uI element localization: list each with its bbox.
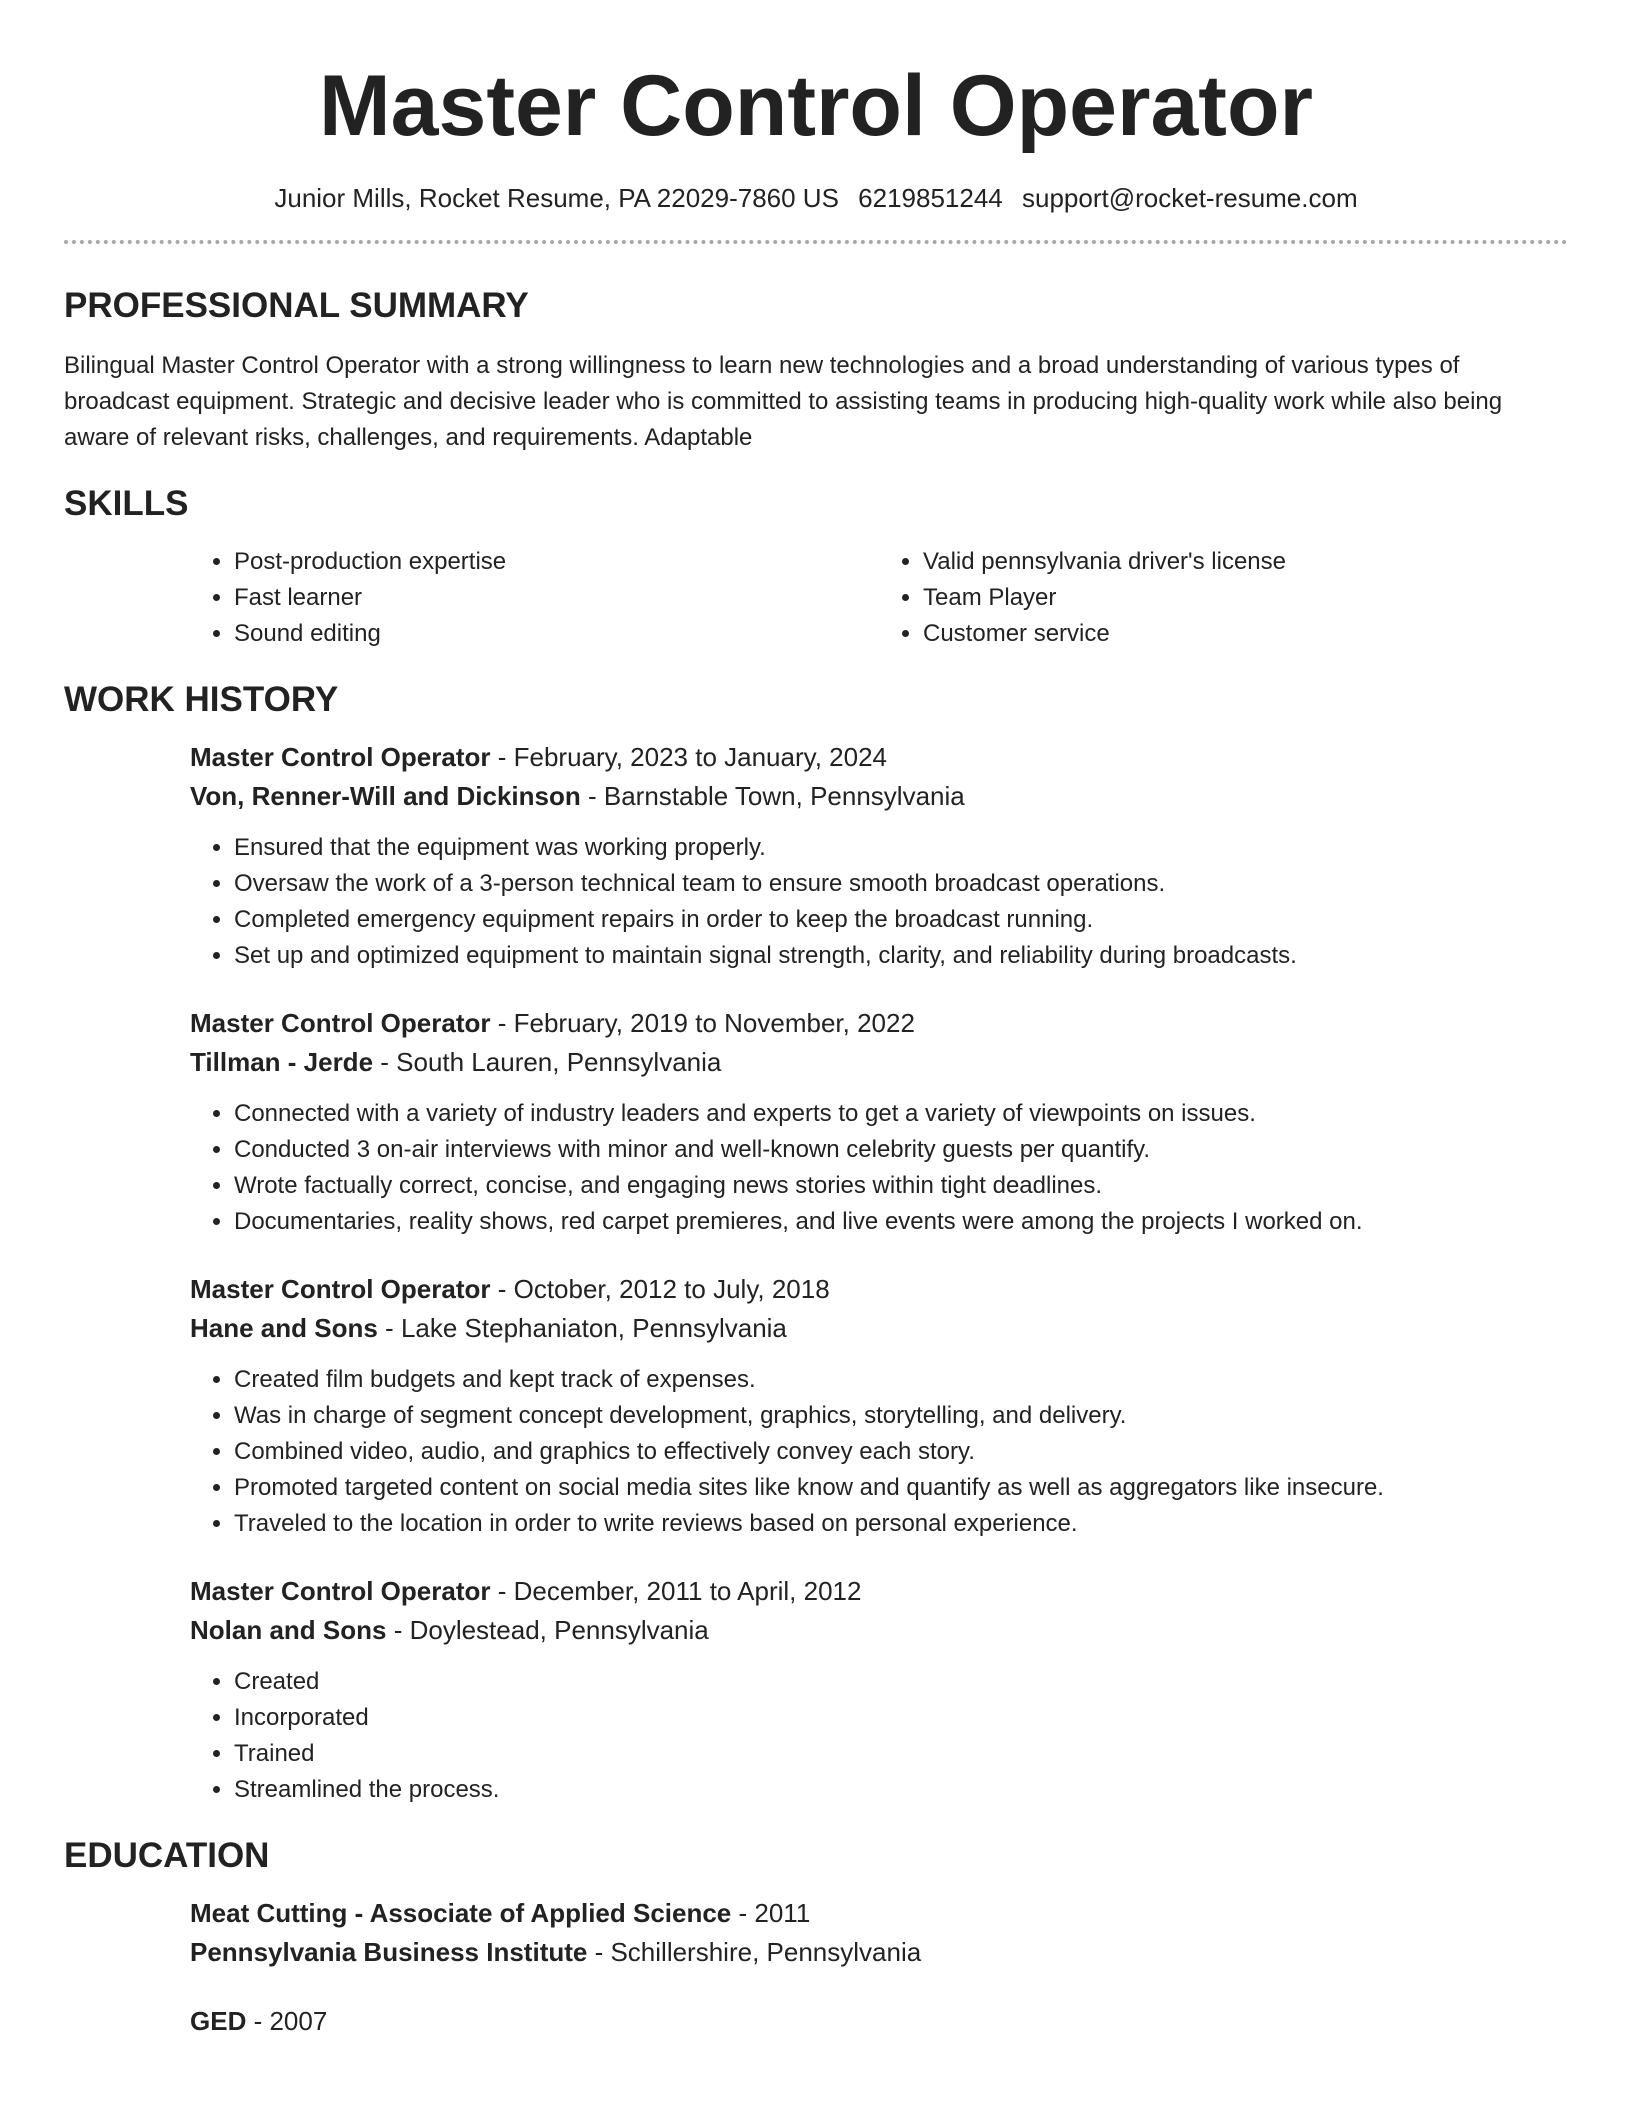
skills-list <box>190 544 1568 652</box>
job-bullet: • Streamlined the process. <box>234 1772 1568 1808</box>
job-role: Master Control Operator <box>190 1576 491 1606</box>
education-entry <box>190 1894 1568 1972</box>
job-bullet: • Created <box>234 1664 1568 1700</box>
job-bullet: • Documentaries, reality shows, red carpet premieres, and live events were among the projects I worked on. <box>234 1204 1568 1240</box>
job-entry <box>190 738 1568 974</box>
header-divider <box>64 240 1568 244</box>
job-location: Lake Stephaniaton, Pennsylvania <box>400 1313 787 1343</box>
job-entry <box>190 1004 1568 1240</box>
job-title-line: Master Control Operator - February, 2023 to January, 2024 <box>190 742 887 772</box>
job-bullet: • Completed emergency equipment repairs in order to keep the broadcast running. <box>234 902 1568 938</box>
job-bullet: • Oversaw the work of a 3-person technical team to ensure smooth broadcast operations. <box>234 866 1568 902</box>
job-company: Tillman - Jerde <box>190 1047 374 1077</box>
education-location: Schillershire, Pennsylvania <box>610 1937 922 1967</box>
job-company-line: Hane and Sons - Lake Stephaniaton, Pennsylvania <box>190 1313 787 1343</box>
job-company: Von, Renner-Will and Dickinson <box>190 781 581 811</box>
job-company: Hane and Sons <box>190 1313 378 1343</box>
education-degree: Meat Cutting - Associate of Applied Science <box>190 1898 732 1928</box>
job-bullet: • Incorporated <box>234 1700 1568 1736</box>
job-bullet: • Created film budgets and kept track of expenses. <box>234 1362 1568 1398</box>
job-bullet: • Ensured that the equipment was working properly. <box>234 830 1568 866</box>
job-bullets <box>190 830 1568 974</box>
education-degree-line: Meat Cutting - Associate of Applied Science - 2011 <box>190 1898 811 1928</box>
job-bullets <box>190 1362 1568 1542</box>
contact-phone: 6219851244 <box>858 183 1003 213</box>
resume-page <box>64 0 1568 2041</box>
education-year: 2007 <box>269 2006 328 2036</box>
skills-column-right <box>879 544 1568 652</box>
education-year: 2011 <box>754 1898 811 1928</box>
work-heading: WORK HISTORY <box>64 680 339 719</box>
job-bullet: • Set up and optimized equipment to maintain signal strength, clarity, and reliability during broadcasts. <box>234 938 1568 974</box>
job-company-line: Nolan and Sons - Doylestead, Pennsylvania <box>190 1615 709 1645</box>
job-dates: October, 2012 to July, 2018 <box>513 1274 830 1304</box>
job-role: Master Control Operator <box>190 1274 491 1304</box>
job-bullets <box>190 1096 1568 1240</box>
job-title-line: Master Control Operator - October, 2012 to July, 2018 <box>190 1274 830 1304</box>
job-role: Master Control Operator <box>190 742 491 772</box>
education-heading: EDUCATION <box>64 1836 270 1875</box>
contact-line <box>64 180 1568 216</box>
resume-name: Master Control Operator <box>319 58 1313 154</box>
job-bullet: • Promoted targeted content on social media sites like know and quantify as well as aggregators like insecure. <box>234 1470 1568 1506</box>
contact-email: support@rocket-resume.com <box>1022 183 1358 213</box>
education-entry <box>190 2002 1568 2041</box>
job-bullets <box>190 1664 1568 1808</box>
job-company-line: Tillman - Jerde - South Lauren, Pennsylvania <box>190 1047 722 1077</box>
skill-item: • Team Player <box>923 580 1568 616</box>
job-bullet: • Wrote factually correct, concise, and engaging news stories within tight deadlines. <box>234 1168 1568 1204</box>
education-school-line: Pennsylvania Business Institute - Schillershire, Pennsylvania <box>190 1937 922 1967</box>
job-bullet: • Conducted 3 on-air interviews with minor and well-known celebrity guests per quantify. <box>234 1132 1568 1168</box>
job-company-line: Von, Renner-Will and Dickinson - Barnstable Town, Pennsylvania <box>190 781 965 811</box>
job-role: Master Control Operator <box>190 1008 491 1038</box>
job-entry <box>190 1270 1568 1542</box>
job-company: Nolan and Sons <box>190 1615 387 1645</box>
skill-item: • Sound editing <box>234 616 879 652</box>
job-bullet: • Combined video, audio, and graphics to effectively convey each story. <box>234 1434 1568 1470</box>
job-location: Barnstable Town, Pennsylvania <box>603 781 965 811</box>
skill-item: • Valid pennsylvania driver's license <box>923 544 1568 580</box>
job-bullet: • Was in charge of segment concept development, graphics, storytelling, and delivery. <box>234 1398 1568 1434</box>
skill-item: • Fast learner <box>234 580 879 616</box>
job-title-line: Master Control Operator - December, 2011 to April, 2012 <box>190 1576 862 1606</box>
skill-item: • Post-production expertise <box>234 544 879 580</box>
contact-address: Junior Mills, Rocket Resume, PA 22029-7860 US <box>274 183 839 213</box>
job-dates: February, 2023 to January, 2024 <box>513 742 887 772</box>
education-degree-line: GED - 2007 <box>190 2006 328 2036</box>
job-dates: February, 2019 to November, 2022 <box>513 1008 915 1038</box>
job-bullet: • Connected with a variety of industry leaders and experts to get a variety of viewpoints on issues. <box>234 1096 1568 1132</box>
job-bullet: • Trained <box>234 1736 1568 1772</box>
job-title-line: Master Control Operator - February, 2019 to November, 2022 <box>190 1008 915 1038</box>
job-bullet: • Traveled to the location in order to write reviews based on personal experience. <box>234 1506 1568 1542</box>
skills-column-left <box>190 544 879 652</box>
skill-item: • Customer service <box>923 616 1568 652</box>
education-school: Pennsylvania Business Institute <box>190 1937 588 1967</box>
job-location: South Lauren, Pennsylvania <box>396 1047 722 1077</box>
skills-heading: SKILLS <box>64 484 189 523</box>
summary-text: Bilingual Master Control Operator with a strong willingness to learn new technologies and a broad understanding of various types of broadcast equipment. Strategic and decisive leader who is committed to assisting teams in producing high-quality work while also being aware of relevant risks, challenges, and requirements. Adaptable <box>64 352 1503 451</box>
job-dates: December, 2011 to April, 2012 <box>513 1576 862 1606</box>
job-location: Doylestead, Pennsylvania <box>409 1615 709 1645</box>
job-entry <box>190 1572 1568 1808</box>
summary-heading: PROFESSIONAL SUMMARY <box>64 286 529 325</box>
education-degree: GED <box>190 2006 247 2036</box>
